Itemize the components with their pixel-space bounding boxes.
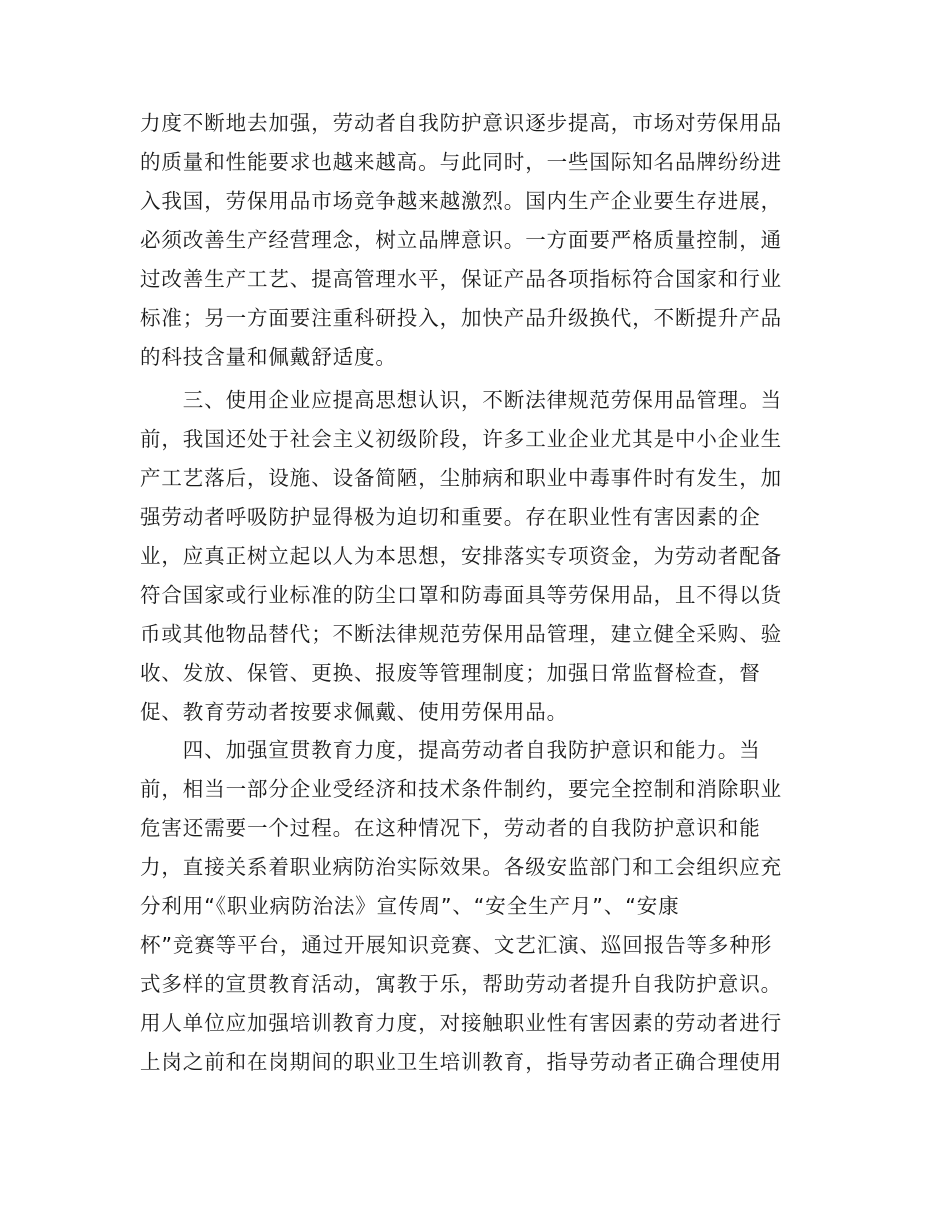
paragraph-line: 产工艺落后，设施、设备简陋，尘肺病和职业中毒事件时有发生，加 xyxy=(140,466,782,490)
paragraph-line: 力度不断地去加强，劳动者自我防护意识逐步提高，市场对劳保用品 xyxy=(140,111,782,135)
paragraph-line: 上岗之前和在岗期间的职业卫生培训教育，指导劳动者正确合理使用 xyxy=(140,1050,782,1074)
paragraph-line: 入我国，劳保用品市场竞争越来越激烈。国内生产企业要生存进展， xyxy=(140,189,782,213)
paragraph-line: 式多样的宣贯教育活动，寓教于乐，帮助劳动者提升自我防护意识。 xyxy=(140,972,782,996)
paragraph-line: 三、使用企业应提高思想认识，不断法律规范劳保用品管理。当 xyxy=(140,388,782,412)
paragraph-line: 分利用“《职业病防治法》宣传周”、“安全生产月”、“安康 xyxy=(140,894,680,918)
paragraph-line: 强劳动者呼吸防护显得极为迫切和重要。存在职业性有害因素的企 xyxy=(140,505,761,529)
paragraph-line: 标准；另一方面要注重科研投入，加快产品升级换代，不断提升产品 xyxy=(140,306,782,330)
paragraph-line: 危害还需要一个过程。在这种情况下，劳动者的自我防护意识和能 xyxy=(140,816,761,840)
paragraph-line: 必须改善生产经营理念，树立品牌意识。一方面要严格质量控制，通 xyxy=(140,228,782,252)
paragraph-line: 币或其他物品替代；不断法律规范劳保用品管理，建立健全采购、验 xyxy=(140,622,782,646)
paragraph-line: 杯”竞赛等平台，通过开展知识竞赛、文艺汇演、巡回报告等多种形 xyxy=(140,933,773,957)
paragraph-line: 的质量和性能要求也越来越高。与此同时，一些国际知名品牌纷纷进 xyxy=(140,150,782,174)
paragraph-line: 力，直接关系着职业病防治实际效果。各级安监部门和工会组织应充 xyxy=(140,855,782,879)
paragraph-line: 促、教育劳动者按要求佩戴、使用劳保用品。 xyxy=(140,700,568,724)
paragraph-line: 过改善生产工艺、提高管理水平，保证产品各项指标符合国家和行业 xyxy=(140,267,782,291)
paragraph-line: 前，我国还处于社会主义初级阶段，许多工业企业尤其是中小企业生 xyxy=(140,427,782,451)
paragraph-line: 四、加强宣贯教育力度，提高劳动者自我防护意识和能力。当 xyxy=(140,738,761,762)
paragraph-line: 前，相当一部分企业受经济和技术条件制约，要完全控制和消除职业 xyxy=(140,777,782,801)
paragraph-line: 符合国家或行业标准的防尘口罩和防毒面具等劳保用品，且不得以货 xyxy=(140,583,782,607)
paragraph-line: 收、发放、保管、更换、报废等管理制度；加强日常监督检查，督 xyxy=(140,661,761,685)
paragraph-line: 的科技含量和佩戴舒适度。 xyxy=(140,345,397,369)
paragraph-line: 业，应真正树立起以人为本思想，安排落实专项资金，为劳动者配备 xyxy=(140,544,782,568)
paragraph-line: 用人单位应加强培训教育力度，对接触职业性有害因素的劳动者进行 xyxy=(140,1011,782,1035)
